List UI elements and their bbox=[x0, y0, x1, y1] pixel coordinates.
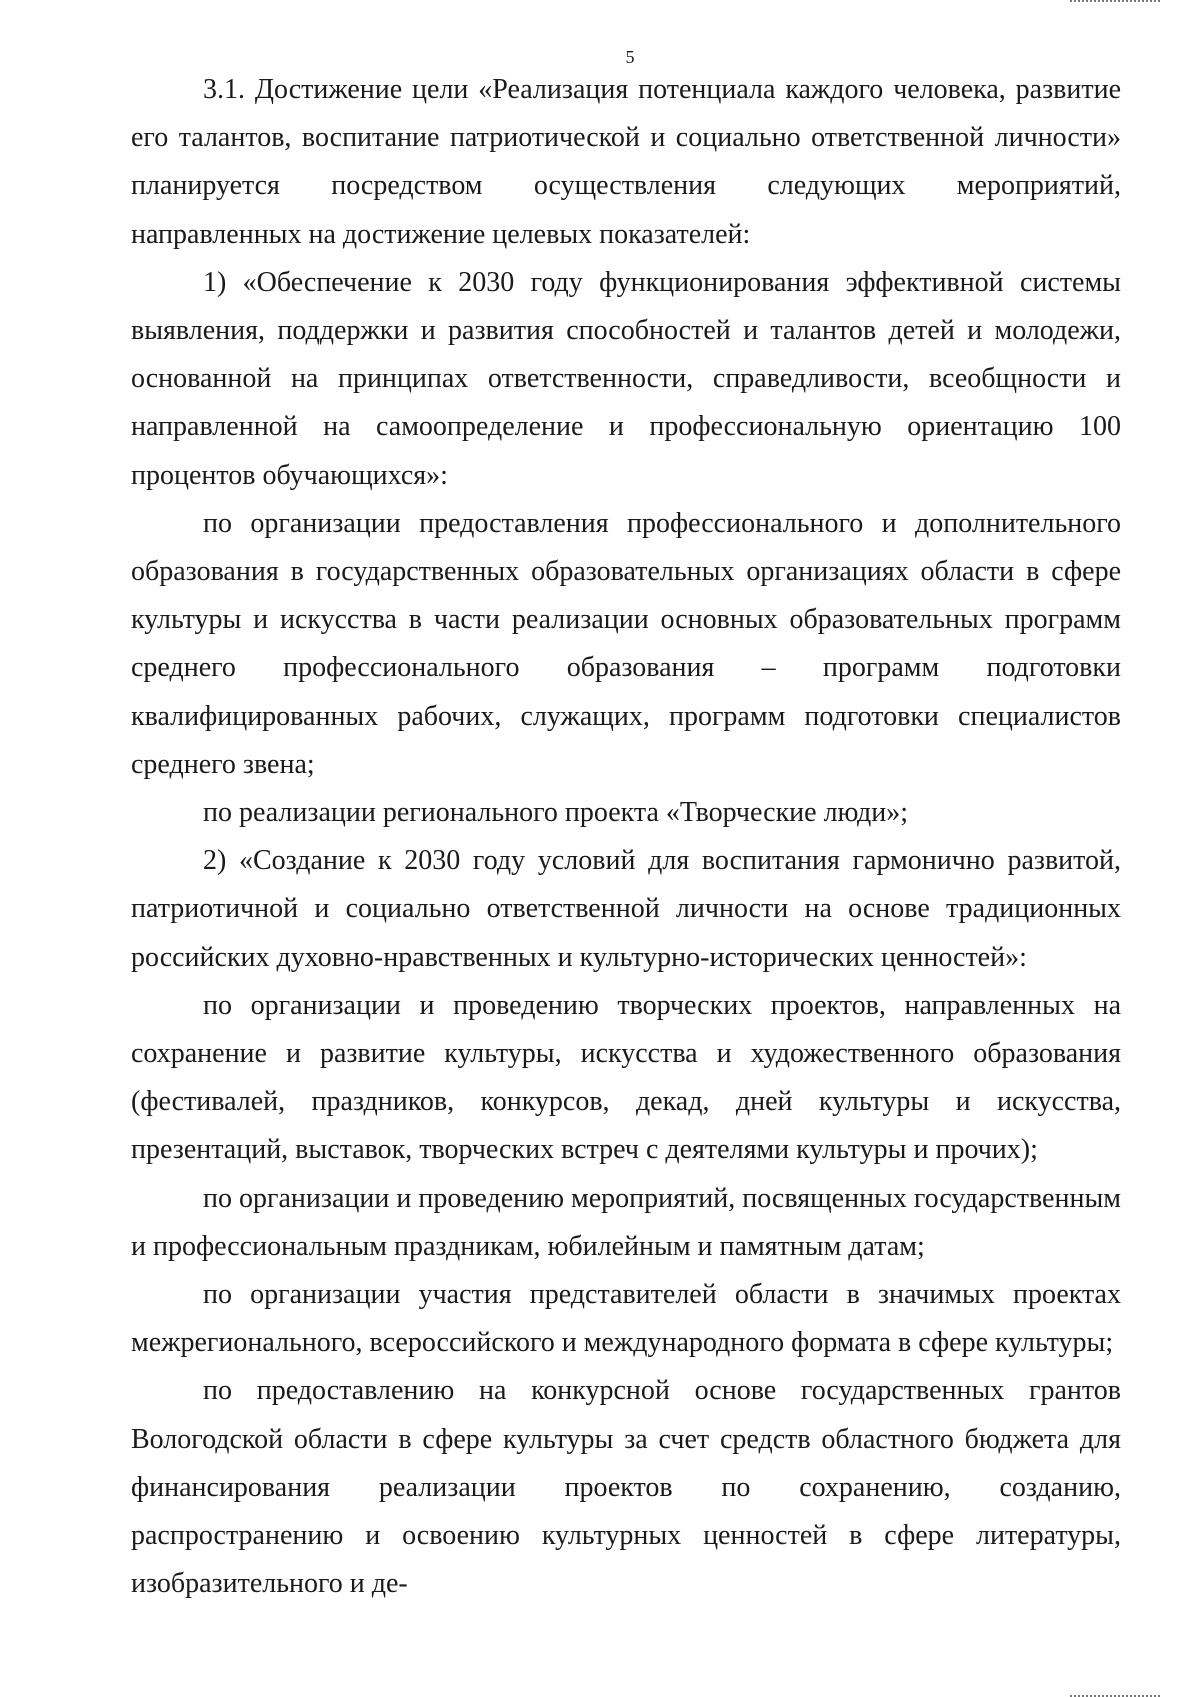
paragraph-holiday-events: по организации и проведению мероприятий, посвященных государственным и профессиональным праздникам, юбилейным и памятным датам; bbox=[131, 1182, 1121, 1262]
document-body bbox=[131, 66, 1121, 1609]
paragraph-regional-participation: по организации участия представителей области в значимых проектах межрегионального, всероссийского и международного формата в сфере культуры; bbox=[131, 1279, 1121, 1359]
paragraph-item-1: 1) «Обеспечение к 2030 году функционирования эффективной системы выявления, поддержки и развития способностей и талантов детей и молодежи, основанной на принципах ответственности, справедливости, всеобщности и направленной на самоопределение и профессиональную ориентацию 100 процентов обучающихся»: bbox=[131, 266, 1121, 491]
paragraph-goal-3-1: 3.1. Достижение цели «Реализация потенциала каждого человека, развитие его талантов, воспитание патриотической и социально ответственной личности» планируется посредством осуществления следующих мероприятий, направленных на достижение целевых показателей: bbox=[131, 74, 1121, 250]
paragraph-creative-projects: по организации и проведению творческих проектов, направленных на сохранение и развитие культуры, искусства и художественного образования (фестивалей, праздников, конкурсов, декад, дней культуры и искусства, презентаций, выставок, творческих встреч с деятелями культуры и прочих); bbox=[131, 989, 1121, 1166]
scan-edge-mark bbox=[1070, 0, 1160, 5]
paragraph-creative-people-project: по реализации регионального проекта «Творческие люди»; bbox=[203, 797, 909, 829]
page-number: 5 bbox=[625, 47, 635, 67]
paragraph-item-2: 2) «Создание к 2030 году условий для воспитания гармонично развитой, патриотичной и социально ответственной личности на основе традиционных российских духовно-нравственных и культурно-исторических ценностей»: bbox=[131, 845, 1121, 973]
scan-edge-mark-bottom bbox=[1070, 1692, 1160, 1697]
paragraph-grants: по предоставлению на конкурсной основе государственных грантов Вологодской области в сфере культуры за счет средств областного бюджета для финансирования реализации проектов по сохранению, созданию, распространению и освоению культурных ценностей в сфере литературы, изобразительного и де- bbox=[131, 1375, 1121, 1600]
paragraph-education-measure: по организации предоставления профессионального и дополнительного образования в государственных образовательных организациях области в сфере культуры и искусства в части реализации основных образовательных программ среднего профессионального образования – программ подготовки квалифицированных рабочих, служащих, программ подготовки специалистов среднего звена; bbox=[131, 507, 1121, 780]
